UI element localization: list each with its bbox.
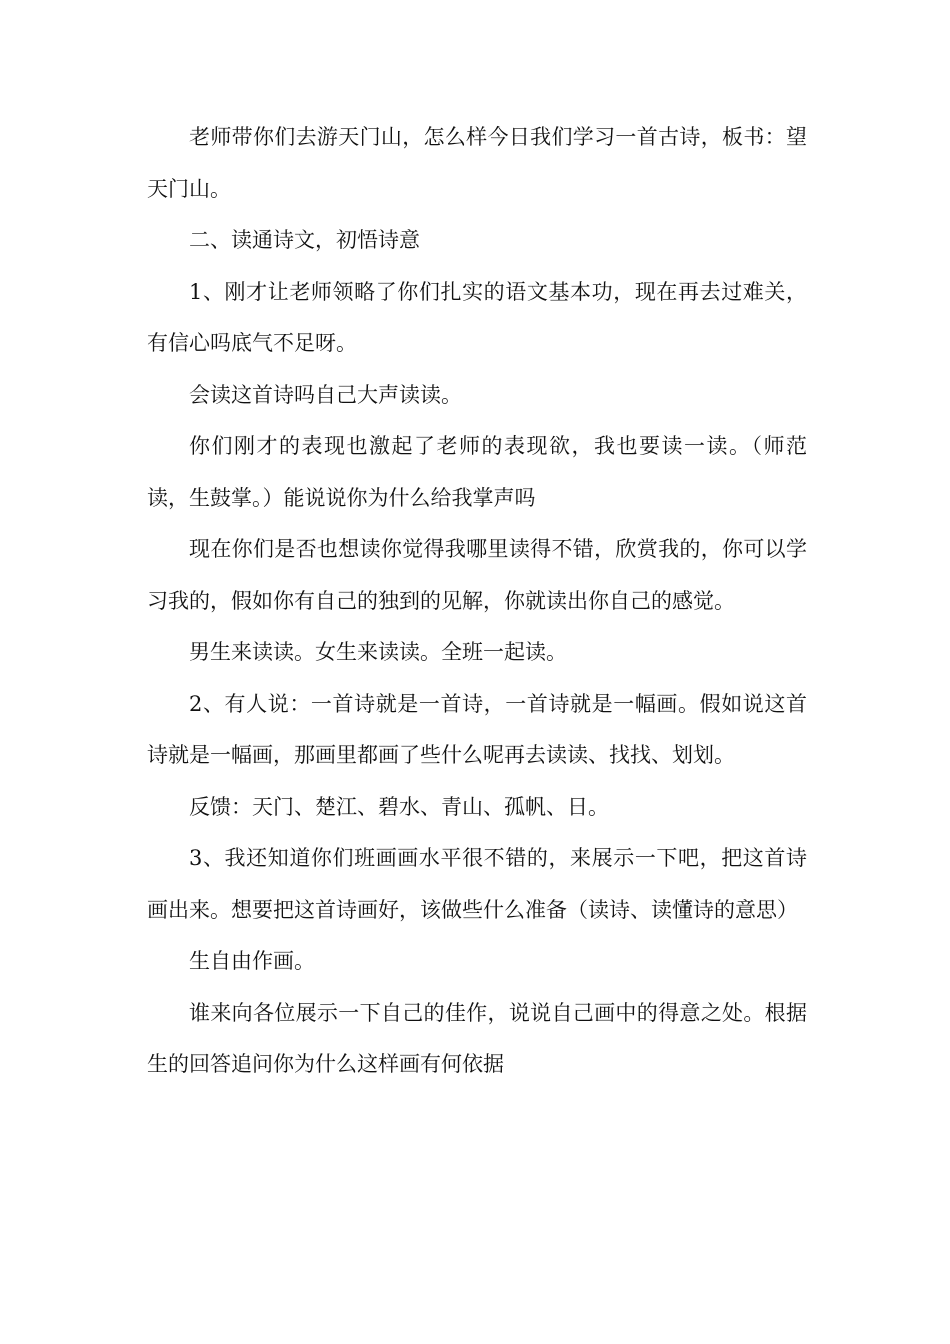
paragraph-step-3: 3、我还知道你们班画画水平很不错的，来展示一下吧，把这首诗画出来。想要把这首诗画好，该做些什么准备（读诗、读懂诗的意思） bbox=[147, 846, 807, 922]
paragraph-teacher-reading: 你们刚才的表现也激起了老师的表现欲，我也要读一读。（师范读，生鼓掌。）能说说你为什么给我掌声吗 bbox=[147, 434, 807, 510]
paragraph-free-drawing: 生自由作画。 bbox=[189, 949, 315, 973]
paragraph-intro: 老师带你们去游天门山，怎么样今日我们学习一首古诗，板书：望天门山。 bbox=[147, 125, 807, 201]
paragraph-step-1: 1、刚才让老师领略了你们扎实的语文基本功，现在再去过难关，有信心吗底气不足呀。 bbox=[147, 279, 807, 355]
paragraph-step-2: 2、有人说：一首诗就是一首诗，一首诗就是一幅画。假如说这首诗就是一幅画，那画里都画了些什么呢再去读读、找找、划划。 bbox=[147, 691, 807, 767]
paragraph-showcase: 谁来向各位展示一下自己的佳作，说说自己画中的得意之处。根据生的回答追问你为什么这样画有何依据 bbox=[147, 1000, 807, 1076]
paragraph-group-reading: 男生来读读。女生来读读。全班一起读。 bbox=[189, 640, 567, 664]
paragraph-feedback: 反馈：天门、楚江、碧水、青山、孤帆、日。 bbox=[189, 794, 609, 819]
paragraph-student-reading: 现在你们是否也想读你觉得我哪里读得不错，欣赏我的，你可以学习我的，假如你有自己的独到的见解，你就读出你自己的感觉。 bbox=[147, 537, 807, 613]
document-body bbox=[147, 112, 807, 1091]
paragraph-read-aloud: 会读这首诗吗自己大声读读。 bbox=[189, 382, 462, 407]
section-heading-two: 二、读通诗文，初悟诗意 bbox=[189, 228, 420, 252]
